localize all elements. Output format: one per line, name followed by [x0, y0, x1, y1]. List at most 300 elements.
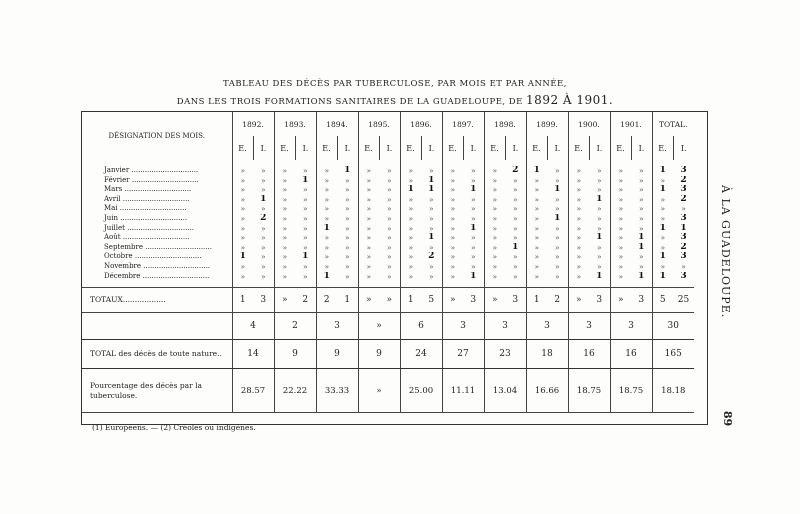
month-value: »	[568, 262, 589, 272]
month-value: »	[470, 194, 476, 204]
month-value: »	[526, 224, 547, 234]
percentage-value: 18.18	[652, 369, 694, 413]
month-value: »	[274, 195, 295, 205]
year-header: 1894.	[316, 112, 358, 136]
month-value: 1	[680, 223, 687, 233]
month-value: »	[470, 261, 476, 271]
month-value: »	[400, 252, 421, 262]
month-row	[82, 166, 694, 176]
month-value: »	[470, 233, 476, 243]
percentage-value: 18.75	[568, 369, 610, 413]
month-value: »	[568, 224, 589, 234]
month-value: »	[484, 272, 505, 282]
month-value: »	[610, 204, 631, 214]
month-value: 1	[470, 223, 477, 233]
month-value: »	[260, 271, 266, 281]
month-value: »	[512, 175, 518, 185]
month-value: 1	[652, 185, 673, 195]
month-value: »	[358, 224, 379, 234]
month-value: »	[302, 204, 308, 214]
month-value: 1	[428, 185, 435, 195]
month-value: 1	[596, 233, 603, 243]
month-value: »	[344, 175, 350, 185]
total-deaths-value: 9	[274, 340, 316, 369]
month-value: 1	[470, 271, 477, 281]
month-value: »	[386, 213, 392, 223]
month-label: Août ..............................	[104, 233, 190, 242]
month-value: »	[470, 252, 476, 262]
month-row	[82, 185, 694, 195]
sub-header-e: E.	[232, 136, 253, 160]
month-value: »	[260, 166, 266, 175]
month-value: »	[638, 185, 644, 195]
month-value: 1	[260, 194, 267, 204]
month-value: »	[302, 223, 308, 233]
month-value: »	[526, 272, 547, 282]
percentage-value: 11.11	[442, 369, 484, 413]
month-value: »	[386, 166, 392, 175]
title-prefix: DANS LES TROIS FORMATIONS SANITAIRES DE LA GUADELOUPE, DE	[176, 97, 523, 107]
year-total-value: 3	[442, 313, 484, 340]
month-value: »	[428, 213, 434, 223]
footnote-row	[82, 413, 694, 442]
total-deaths-value: 16	[610, 340, 652, 369]
sub-header-i: I.	[337, 136, 358, 160]
sub-header-e: E.	[400, 136, 421, 160]
month-value: »	[554, 261, 560, 271]
month-value: 1	[554, 213, 561, 223]
month-value: 2	[428, 252, 435, 262]
month-value: »	[274, 252, 295, 262]
totaux-value: »	[442, 288, 463, 313]
month-value: »	[232, 185, 253, 195]
month-value: 3	[680, 271, 687, 281]
month-value: »	[554, 175, 560, 185]
month-value: »	[554, 242, 560, 252]
header-years-row	[82, 112, 694, 136]
total-deaths-value: 9	[316, 340, 358, 369]
year-header: 1893.	[274, 112, 316, 136]
month-value: »	[260, 175, 266, 185]
month-value: »	[526, 195, 547, 205]
month-value: »	[568, 185, 589, 195]
month-value: »	[386, 204, 392, 214]
month-value: »	[554, 166, 560, 175]
month-value: »	[610, 243, 631, 253]
month-value: »	[652, 195, 673, 205]
year-header: 1892.	[232, 112, 274, 136]
month-value: »	[274, 176, 295, 186]
month-value: 1	[428, 175, 435, 185]
month-value: »	[470, 175, 476, 185]
month-value: »	[316, 204, 337, 214]
month-value: »	[386, 252, 392, 262]
sub-header-e: E.	[610, 136, 631, 160]
sub-header-e: E.	[358, 136, 379, 160]
month-value: 1	[232, 252, 253, 262]
sub-header-i: I.	[253, 136, 274, 160]
year-header: 1897.	[442, 112, 484, 136]
month-value: »	[568, 243, 589, 253]
month-value: »	[442, 224, 463, 234]
month-value: »	[554, 252, 560, 262]
month-label: Octobre ..............................	[104, 252, 202, 261]
month-value: »	[386, 233, 392, 243]
month-value: »	[232, 243, 253, 253]
month-value: »	[400, 272, 421, 282]
month-row	[82, 214, 694, 224]
month-value: »	[260, 261, 266, 271]
month-value: »	[512, 185, 518, 195]
total-deaths-row	[82, 340, 694, 369]
month-value: »	[386, 223, 392, 233]
percentage-value: 16.66	[526, 369, 568, 413]
month-value: »	[428, 223, 434, 233]
month-value: 1	[652, 166, 673, 176]
sub-header-e: E.	[442, 136, 463, 160]
month-value: »	[316, 214, 337, 224]
month-value: »	[428, 204, 434, 214]
month-value: »	[400, 262, 421, 272]
month-value: »	[442, 243, 463, 253]
month-value: »	[316, 243, 337, 253]
month-value: »	[400, 204, 421, 214]
month-value: »	[358, 252, 379, 262]
total-deaths-value: 9	[358, 340, 400, 369]
total-deaths-value: 24	[400, 340, 442, 369]
totaux-value: 3	[463, 288, 484, 313]
month-value: »	[512, 213, 518, 223]
month-value: »	[596, 213, 602, 223]
year-totals-label	[82, 313, 232, 340]
month-value: »	[610, 262, 631, 272]
month-value: 2	[260, 213, 267, 223]
month-value: 1	[652, 252, 673, 262]
totaux-value: 25	[673, 288, 694, 313]
month-value: »	[442, 252, 463, 262]
month-value: »	[344, 204, 350, 214]
month-value: »	[554, 233, 560, 243]
month-value: »	[652, 243, 673, 253]
month-value: »	[652, 233, 673, 243]
month-value: 1	[316, 224, 337, 234]
month-value: »	[400, 166, 421, 176]
percentage-value: 25.00	[400, 369, 442, 413]
year-total-value: 2	[274, 313, 316, 340]
month-value: »	[274, 233, 295, 243]
month-value: »	[274, 185, 295, 195]
month-value: »	[568, 252, 589, 262]
month-value: »	[232, 224, 253, 234]
month-value: »	[316, 195, 337, 205]
month-label: Décembre ..............................	[104, 271, 210, 280]
sub-header-i: I.	[673, 136, 694, 160]
month-label: Avril ..............................	[104, 194, 190, 203]
month-value: 1	[302, 252, 309, 262]
totaux-value: 1	[232, 288, 253, 313]
month-value: »	[316, 176, 337, 186]
month-value: »	[358, 185, 379, 195]
sub-header-e: E.	[484, 136, 505, 160]
month-value: »	[400, 214, 421, 224]
month-value: »	[596, 252, 602, 262]
month-value: »	[232, 204, 253, 214]
month-value: »	[344, 252, 350, 262]
month-value: »	[526, 185, 547, 195]
month-value: »	[512, 223, 518, 233]
total-deaths-value: 27	[442, 340, 484, 369]
month-value: 3	[680, 185, 687, 195]
sub-header-i: I.	[379, 136, 400, 160]
month-value: »	[358, 272, 379, 282]
month-value: »	[358, 166, 379, 176]
year-total-value: 30	[652, 313, 694, 340]
month-value: »	[681, 204, 686, 214]
month-value: »	[442, 166, 463, 176]
percentage-value: 28.57	[232, 369, 274, 413]
month-value: »	[274, 166, 295, 176]
page-number: 89	[721, 410, 735, 427]
month-label: Juillet ..............................	[104, 223, 194, 232]
month-value: »	[596, 223, 602, 233]
totaux-value: »	[484, 288, 505, 313]
month-row	[82, 195, 694, 205]
year-header: 1901.	[610, 112, 652, 136]
month-value: »	[652, 176, 673, 186]
month-value: »	[442, 233, 463, 243]
totaux-label: TOTAUX..................	[82, 288, 232, 313]
month-value: »	[260, 233, 266, 243]
month-value: 3	[680, 166, 687, 175]
month-row	[82, 204, 694, 214]
month-value: »	[344, 242, 350, 252]
tuberculosis-deaths-table	[82, 112, 694, 441]
month-value: »	[484, 262, 505, 272]
month-value: 1	[400, 185, 421, 195]
month-value: »	[470, 204, 476, 214]
month-value: »	[400, 176, 421, 186]
month-value: »	[484, 195, 505, 205]
month-value: 1	[652, 272, 673, 282]
month-value: »	[302, 261, 308, 271]
month-value: »	[232, 262, 253, 272]
total-deaths-value: 23	[484, 340, 526, 369]
month-value: »	[652, 262, 673, 272]
month-value: »	[596, 261, 602, 271]
totaux-value: 2	[316, 288, 337, 313]
totaux-value: 1	[526, 288, 547, 313]
month-value: 1	[638, 271, 645, 281]
month-value: 2	[680, 175, 687, 185]
month-value: »	[232, 195, 253, 205]
percentage-row	[82, 369, 694, 413]
year-header: 1900.	[568, 112, 610, 136]
month-value: »	[610, 233, 631, 243]
year-totals-row	[82, 313, 694, 340]
month-value: »	[344, 194, 350, 204]
month-value: »	[344, 185, 350, 195]
percentage-value: 33.33	[316, 369, 358, 413]
total-deaths-value: 18	[526, 340, 568, 369]
month-value: »	[526, 233, 547, 243]
table-title-line1: TABLEAU DES DÉCÈS PAR TUBERCULOSE, PAR MOIS ET PAR ANNÉE,	[223, 79, 567, 89]
month-row	[82, 252, 694, 262]
month-value: »	[638, 175, 644, 185]
totaux-value: 3	[589, 288, 610, 313]
month-row	[82, 243, 694, 253]
year-header: 1899.	[526, 112, 568, 136]
title-years: 1892 À 1901.	[526, 93, 614, 107]
sub-header-i: I.	[547, 136, 568, 160]
month-value: »	[554, 194, 560, 204]
year-total-value: »	[358, 313, 400, 340]
year-total-value: 3	[316, 313, 358, 340]
percentage-value: 13.04	[484, 369, 526, 413]
month-value: »	[274, 224, 295, 234]
month-value: »	[260, 252, 266, 262]
month-value: »	[316, 252, 337, 262]
month-value: »	[638, 204, 644, 214]
month-value: »	[484, 252, 505, 262]
month-value: »	[232, 176, 253, 186]
month-value: »	[610, 166, 631, 176]
totaux-value: 3	[631, 288, 652, 313]
month-value: »	[568, 214, 589, 224]
month-value: »	[610, 176, 631, 186]
month-value: »	[274, 243, 295, 253]
month-value: »	[610, 252, 631, 262]
month-value: »	[681, 261, 686, 271]
month-value: »	[428, 261, 434, 271]
month-value: »	[610, 185, 631, 195]
header-label: DÉSIGNATION DES MOIS.	[108, 132, 205, 140]
year-total-value: 3	[526, 313, 568, 340]
month-value: »	[470, 242, 476, 252]
totaux-row	[82, 288, 694, 313]
month-value: »	[610, 272, 631, 282]
month-value: »	[568, 272, 589, 282]
month-value: »	[512, 271, 518, 281]
sub-header-i: I.	[589, 136, 610, 160]
month-label: Septembre ..............................	[104, 242, 212, 251]
month-value: »	[526, 262, 547, 272]
month-value: »	[232, 166, 253, 176]
month-value: »	[442, 272, 463, 282]
month-value: »	[526, 176, 547, 186]
month-value: »	[596, 175, 602, 185]
month-value: »	[638, 213, 644, 223]
month-value: »	[638, 166, 644, 175]
month-value: »	[232, 214, 253, 224]
month-value: 1	[512, 242, 519, 252]
footnote: (1) Européens. — (2) Créoles ou indigènes.	[92, 422, 256, 432]
month-value: »	[316, 185, 337, 195]
month-value: »	[442, 176, 463, 186]
month-value: »	[428, 271, 434, 281]
month-value: »	[568, 166, 589, 176]
sub-header-i: I.	[505, 136, 526, 160]
month-value: »	[358, 176, 379, 186]
totaux-value: 5	[421, 288, 442, 313]
totaux-value: 5	[652, 288, 673, 313]
month-value: 1	[596, 194, 603, 204]
month-value: »	[400, 243, 421, 253]
month-value: »	[568, 176, 589, 186]
month-value: 2	[680, 242, 687, 252]
month-label: Juin ..............................	[104, 213, 188, 222]
month-value: »	[568, 233, 589, 243]
month-value: »	[470, 213, 476, 223]
month-label: Novembre ..............................	[104, 261, 211, 270]
totaux-value: 2	[547, 288, 568, 313]
month-value: 1	[344, 166, 351, 175]
percentage-value: »	[358, 369, 400, 413]
month-row	[82, 233, 694, 243]
month-value: »	[232, 272, 253, 282]
month-value: »	[428, 242, 434, 252]
sub-header-i: I.	[631, 136, 652, 160]
month-value: »	[638, 261, 644, 271]
month-value: »	[358, 233, 379, 243]
year-header: 1896.	[400, 112, 442, 136]
sub-header-i: I.	[463, 136, 484, 160]
year-total-value: 6	[400, 313, 442, 340]
month-value: »	[302, 166, 308, 175]
month-value: »	[232, 233, 253, 243]
month-value: »	[484, 176, 505, 186]
month-value: 2	[512, 166, 519, 175]
month-label: Mai ..............................	[104, 204, 187, 213]
month-value: 1	[526, 166, 547, 176]
total-deaths-value: 16	[568, 340, 610, 369]
month-row	[82, 272, 694, 282]
month-value: 1	[638, 233, 645, 243]
totaux-value: »	[568, 288, 589, 313]
year-total-value: 3	[568, 313, 610, 340]
month-value: »	[526, 252, 547, 262]
month-value: »	[610, 214, 631, 224]
totaux-value: »	[274, 288, 295, 313]
month-value: »	[302, 233, 308, 243]
month-value: »	[386, 271, 392, 281]
month-label: Mars ..............................	[104, 185, 192, 194]
totaux-value: 3	[505, 288, 526, 313]
month-value: »	[526, 214, 547, 224]
month-label: Janvier ..............................	[104, 166, 199, 174]
month-value: »	[386, 261, 392, 271]
percentage-value: 22.22	[274, 369, 316, 413]
totaux-value: 1	[400, 288, 421, 313]
month-value: »	[512, 252, 518, 262]
month-value: »	[302, 194, 308, 204]
sub-header-e: E.	[568, 136, 589, 160]
month-value: »	[554, 204, 560, 214]
month-value: »	[610, 195, 631, 205]
month-value: »	[638, 252, 644, 262]
month-value: »	[386, 185, 392, 195]
month-value: »	[274, 262, 295, 272]
month-value: »	[512, 194, 518, 204]
month-value: »	[512, 261, 518, 271]
month-value: »	[302, 213, 308, 223]
month-value: »	[442, 262, 463, 272]
percentage-label: Pourcentage des décès par la tuberculose.	[82, 369, 232, 413]
month-value: »	[596, 204, 602, 214]
total-deaths-value: 14	[232, 340, 274, 369]
totaux-value: 1	[337, 288, 358, 313]
sub-header-e: E.	[652, 136, 673, 160]
side-running-header: À LA GUADELOUPE.	[719, 185, 732, 319]
